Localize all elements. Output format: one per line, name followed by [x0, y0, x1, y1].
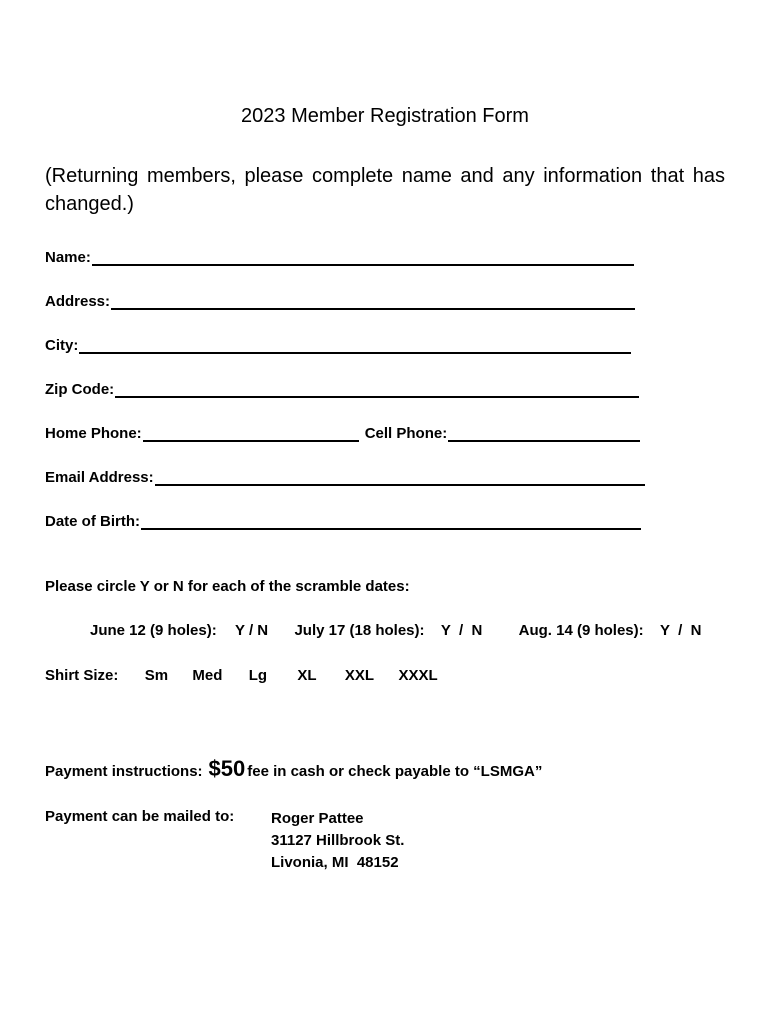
shirt-size-med[interactable]: Med — [192, 667, 223, 684]
home-phone-blank-line[interactable] — [143, 426, 359, 442]
payment-instructions — [45, 756, 542, 782]
phone-row — [45, 422, 640, 442]
payment-label: Payment instructions: — [45, 763, 203, 780]
name-label: Name: — [45, 249, 91, 266]
zip-field[interactable] — [45, 378, 639, 398]
dob-label: Date of Birth: — [45, 513, 140, 530]
email-label: Email Address: — [45, 469, 154, 486]
city-field[interactable] — [45, 334, 631, 354]
zip-blank-line[interactable] — [115, 382, 639, 398]
mail-city: Livonia, MI 48152 — [271, 854, 399, 871]
zip-label: Zip Code: — [45, 381, 115, 398]
email-field[interactable] — [45, 466, 645, 486]
cell-phone-blank-line[interactable] — [448, 426, 640, 442]
city-label: City: — [45, 337, 79, 354]
dob-field[interactable] — [45, 510, 641, 530]
address-blank-line[interactable] — [111, 294, 635, 310]
email-blank-line[interactable] — [155, 470, 645, 486]
dob-blank-line[interactable] — [141, 514, 641, 530]
date-aug-choice[interactable]: Y / N — [660, 622, 702, 639]
form-title: 2023 Member Registration Form — [241, 105, 529, 127]
date-july-label: July 17 (18 holes): — [294, 622, 425, 639]
shirt-size-xl[interactable]: XL — [297, 667, 317, 684]
scramble-instruction: Please circle Y or N for each of the scramble dates: — [45, 578, 410, 595]
payment-amount: $50 — [208, 756, 246, 781]
date-aug-label: Aug. 14 (9 holes): — [518, 622, 644, 639]
shirt-size-sm[interactable]: Sm — [144, 667, 169, 684]
date-july-choice[interactable]: Y / N — [440, 622, 483, 639]
cell-phone-label: Cell Phone: — [364, 425, 448, 442]
mail-street: 31127 Hillbrook St. — [271, 832, 405, 849]
date-june-choice[interactable]: Y / N — [235, 622, 269, 639]
intro-text: (Returning members, please complete name and any information that has changed.) — [45, 165, 725, 215]
shirt-size-lg[interactable]: Lg — [248, 667, 268, 684]
mail-to-label: Payment can be mailed to: — [45, 808, 235, 825]
shirt-size-row — [45, 667, 438, 684]
payment-text: fee in cash or check payable to “LSMGA” — [247, 763, 543, 780]
name-blank-line[interactable] — [92, 250, 634, 266]
date-june-label: June 12 (9 holes): — [90, 622, 217, 639]
shirt-size-label: Shirt Size: — [45, 667, 119, 684]
mail-address — [271, 808, 404, 874]
name-field[interactable] — [45, 246, 634, 266]
city-blank-line[interactable] — [79, 338, 631, 354]
shirt-size-xxl[interactable]: XXL — [344, 667, 375, 684]
address-label: Address: — [45, 293, 111, 310]
scramble-dates-row — [90, 622, 701, 639]
mail-name: Roger Pattee — [271, 810, 364, 827]
shirt-size-xxxl[interactable]: XXXL — [398, 667, 438, 684]
home-phone-label: Home Phone: — [45, 425, 142, 442]
address-field[interactable] — [45, 290, 635, 310]
